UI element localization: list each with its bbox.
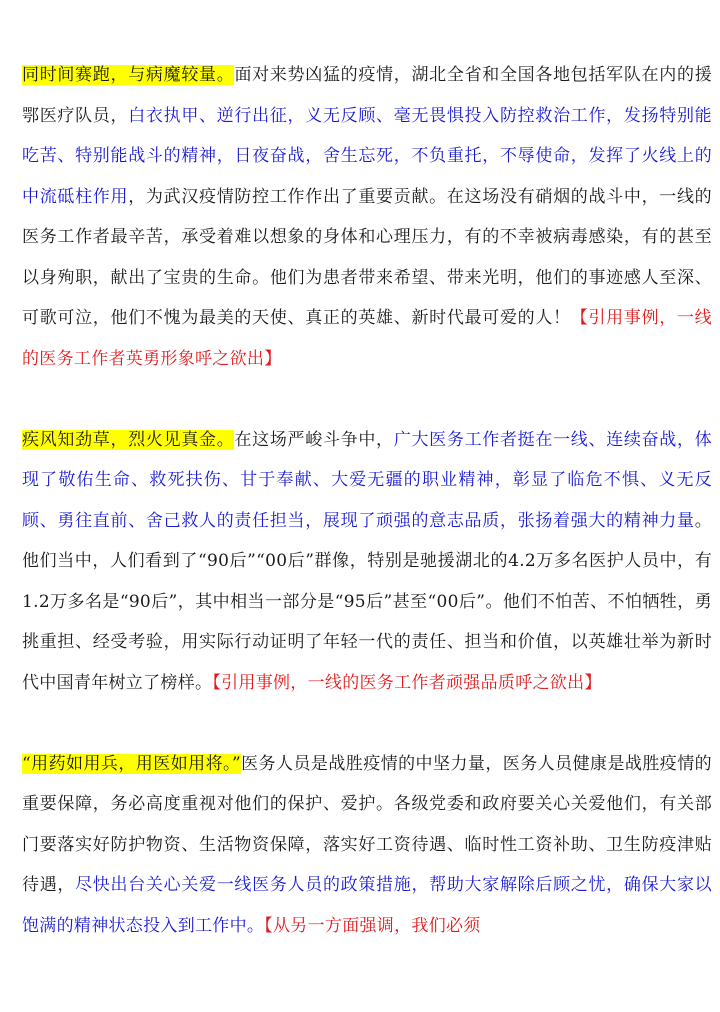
paragraph-spacer (22, 379, 712, 420)
annotation-note: 【从另一方面强调，我们必须 (264, 915, 481, 936)
body-text: 面对来势凶猛的疫情，湖北全省和全国各地包括军队在内的援鄂医疗队员， (22, 65, 712, 126)
paragraph-2 (22, 420, 712, 704)
emphasis-text: 白衣执甲、逆行出征，义无反顾、毫无畏惧投入防控救治工作，发扬特别能吃苦、特别能战斗的精神，日夜奋战，舍生忘死，不负重托，不辱使命，发挥了火线上的中流砥柱作用 (22, 105, 712, 207)
emphasis-text: 尽快出台关心关爱一线医务人员的政策措施，帮助大家解除后顾之忧，确保大家以饱满的精神状态投入到工作中。 (22, 875, 712, 936)
body-text: 在这场严峻斗争中， (234, 429, 394, 450)
paragraph-spacer (22, 703, 712, 744)
highlighted-lead-sentence: 同时间赛跑，与病魔较量。 (22, 65, 235, 85)
highlighted-lead-sentence: “用药如用兵，用医如用将。” (22, 753, 241, 774)
annotation-note: 【引用事例，一线的医务工作者英勇形象呼之欲出】 (22, 308, 712, 369)
annotation-note: 【引用事例，一线的医务工作者顽强品质呼之欲出】 (212, 672, 602, 693)
body-text: ，为武汉疫情防控工作作出了重要贡献。在这场没有硝烟的战斗中，一线的医务工作者最辛苦，承受着难以想象的身体和心理压力，有的不幸被病毒感染，有的甚至以身殉职，献出了宝贵的生命。他们为患者带来希望、带来光明，他们的事迹感人至深、可歌可泣，他们不愧为最美的天使、真正的英雄、新时代最可爱的人！ (22, 186, 712, 328)
emphasis-text: 广大医务工作者挺在一线、连续奋战，体现了敬佑生命、救死扶伤、甘于奉献、大爱无疆的职业精神，彰显了临危不惧、义无反顾、勇往直前、舍己救人的责任担当，展现了顽强的意志品质，张扬着强大的精神力量 (22, 429, 713, 531)
body-text: 。他们当中，人们看到了“90后”“00后”群像，特别是驰援湖北的4.2万多名医护人员中，有1.2万多名是“90后”，其中相当一部分是“95后”甚至“00后”。他们不怕苦、不怕牺牲，勇挑重担、经受考验，用实际行动证明了年轻一代的责任、担当和价值，以英雄壮举为新时代中国青年树立了榜样。 (22, 510, 712, 693)
document-body (22, 55, 712, 946)
body-text: 医务人员是战胜疫情的中坚力量，医务人员健康是战胜疫情的重要保障，务必高度重视对他们的保护、爱护。各级党委和政府要关心关爱他们，有关部门要落实好防护物资、生活物资保障，落实好工资待遇、临时性工资补助、卫生防疫津贴待遇， (22, 753, 712, 895)
highlighted-lead-sentence: 疾风知劲草，烈火见真金。 (22, 429, 235, 450)
paragraph-3 (22, 744, 712, 947)
paragraph-1 (22, 55, 712, 379)
